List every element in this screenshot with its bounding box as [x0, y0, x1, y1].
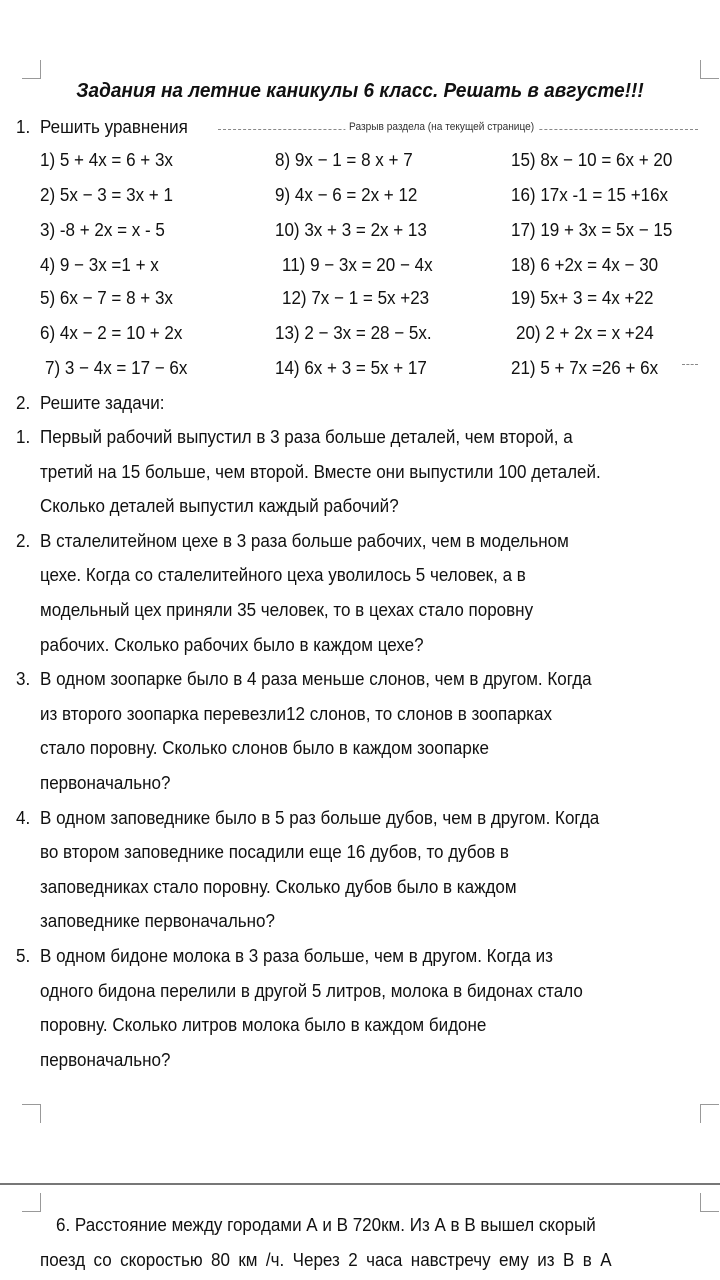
margin-corner-top-left: [22, 1193, 41, 1212]
problem-5-line-3: поровну. Сколько литров молока было в каждом бидоне: [40, 1014, 487, 1036]
equation-7: 7) 3 − 4x = 17 − 6x: [45, 357, 188, 378]
equation-11: 11) 9 − 3x = 20 − 4x: [282, 254, 433, 275]
problem-2-line-3: модельный цех приняли 35 человек, то в цехах стало поровну: [40, 599, 534, 620]
equation-21: 21) 5 + 7x =26 + 6x: [511, 357, 659, 378]
equation-9: 9) 4x − 6 = 2x + 12: [275, 184, 418, 205]
equation-13: 13) 2 − 3x = 28 − 5x.: [275, 322, 432, 343]
problem-4-number: 4.: [16, 806, 31, 828]
margin-corner-bottom-left: [22, 1104, 41, 1123]
problem-1-line-1: Первый рабочий выпустил в 3 раза больше деталей, чем второй, а: [40, 426, 573, 447]
problem-5-line-4: первоначально?: [40, 1048, 171, 1070]
section-break-label: Разрыв раздела (на текущей странице): [345, 121, 537, 133]
section-break-dots: [682, 364, 698, 365]
problem-3-line-4: первоначально?: [40, 772, 171, 793]
problem-3-line-2: из второго зоопарка перевезли12 слонов, то слонов в зоопарках: [40, 702, 552, 724]
equation-3: 3) -8 + 2x = x - 5: [40, 219, 165, 240]
document-title: Задания на летние каникулы 6 класс. Решать в августе!!!: [76, 80, 644, 102]
equation-1: 1) 5 + 4x = 6 + 3x: [40, 149, 173, 170]
problem-1-line-2: третий на 15 больше, чем второй. Вместе они выпустили 100 деталей.: [40, 460, 601, 482]
problem-1-number: 1.: [16, 426, 31, 447]
section-2-number: 2.: [16, 392, 31, 413]
problem-2-line-2: цехе. Когда со сталелитейного цеха уволилось 5 человек, а в: [40, 564, 526, 586]
margin-corner-top-right: [700, 1193, 719, 1212]
problem-2-number: 2.: [16, 529, 31, 551]
equation-5: 5) 6x − 7 = 8 + 3x: [40, 287, 173, 308]
margin-corner-top-left: [22, 60, 41, 79]
equation-12: 12) 7x − 1 = 5x +23: [282, 287, 430, 308]
problem-3-line-1: В одном зоопарке было в 4 раза меньше слонов, чем в другом. Когда: [40, 668, 592, 690]
problem-2-line-4: рабочих. Сколько рабочих было в каждом цехе?: [40, 633, 424, 655]
problem-2-line-1: В сталелитейном цехе в 3 раза больше рабочих, чем в модельном: [40, 529, 569, 551]
equation-19: 19) 5x+ 3 = 4x +22: [511, 287, 654, 308]
problem-4-line-4: заповеднике первоначально?: [40, 910, 275, 932]
page-separator: [0, 1183, 720, 1185]
equation-16: 16) 17x -1 = 15 +16x: [511, 184, 669, 205]
equation-2: 2) 5x − 3 = 3x + 1: [40, 184, 173, 205]
problem-4-line-3: заповедниках стало поровну. Сколько дубов было в каждом: [40, 875, 517, 897]
equation-15: 15) 8x − 10 = 6x + 20: [511, 149, 673, 170]
problem-4-line-1: В одном заповеднике было в 5 раз больше дубов, чем в другом. Когда: [40, 806, 600, 828]
equation-10: 10) 3x + 3 = 2x + 13: [275, 219, 427, 240]
equation-17: 17) 19 + 3x = 5x − 15: [511, 219, 673, 240]
section-2-heading: Решите задачи:: [40, 392, 165, 413]
margin-corner-bottom-right: [700, 1104, 719, 1123]
problem-1-line-3: Сколько деталей выпустил каждый рабочий?: [40, 495, 399, 517]
margin-corner-top-right: [700, 60, 719, 79]
section-1-heading: Решить уравнения: [40, 116, 188, 137]
equation-14: 14) 6x + 3 = 5x + 17: [275, 357, 427, 378]
problem-6-line-1: 6. Расстояние между городами А и В 720км. Из А в В вышел скорый: [56, 1214, 596, 1235]
problem-5-line-1: В одном бидоне молока в 3 раза больше, чем в другом. Когда из: [40, 945, 553, 966]
equation-20: 20) 2 + 2x = x +24: [516, 322, 654, 343]
equation-18: 18) 6 +2x = 4x − 30: [511, 254, 659, 275]
section-1-number: 1.: [16, 116, 31, 137]
equation-8: 8) 9x − 1 = 8 x + 7: [275, 149, 413, 170]
equation-4: 4) 9 − 3x =1 + x: [40, 254, 159, 275]
problem-3-number: 3.: [16, 668, 31, 690]
problem-6-line-2: поезд со скоростью 80 км /ч. Через 2 часа навстречу ему из В в А: [40, 1249, 612, 1270]
problem-5-line-2: одного бидона перелили в другой 5 литров, молока в бидонах стало: [40, 979, 583, 1001]
problem-5-number: 5.: [16, 945, 31, 966]
equation-6: 6) 4x − 2 = 10 + 2x: [40, 322, 183, 343]
problem-4-line-2: во втором заповеднике посадили еще 16 дубов, то дубов в: [40, 841, 509, 863]
problem-3-line-3: стало поровну. Сколько слонов было в каждом зоопарке: [40, 737, 489, 759]
